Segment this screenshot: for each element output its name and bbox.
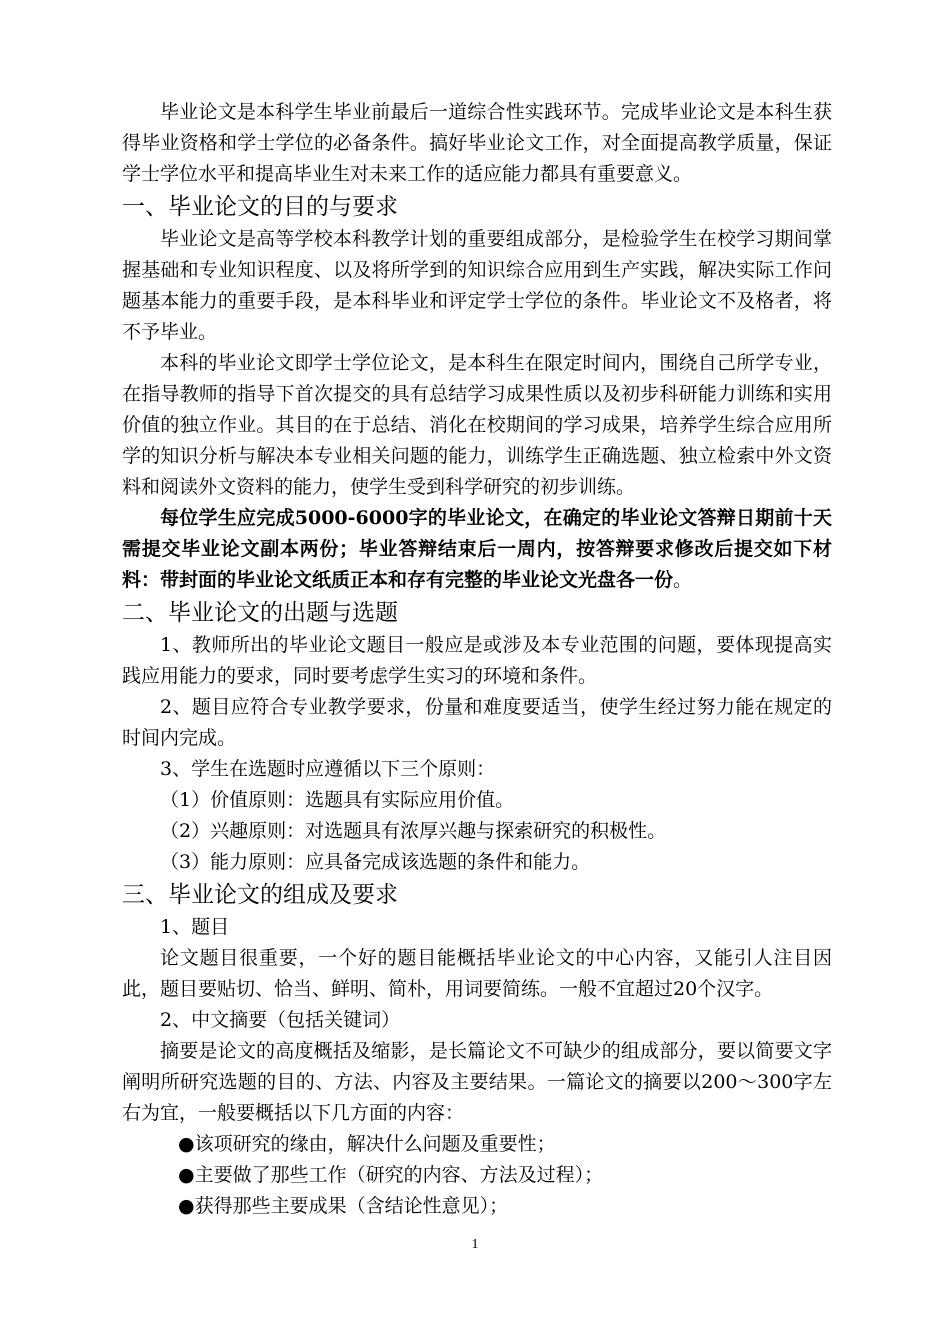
section3-paragraph-1: 论文题目很重要，一个好的题目能概括毕业论文的中心内容，又能引人注目因此，题目要贴切、恰当、鲜明、简朴，用词要简练。一般不宜超过20个汉字。 [122,947,832,1000]
section-heading-3: 三、毕业论文的组成及要求 [122,882,398,908]
principle-item-2: （2）兴趣原则：对选题具有浓厚兴趣与探索研究的积极性。 [160,820,667,842]
submission-requirements-bold: 每位学生应完成5000-6000字的毕业论文，在确定的毕业论文答辩日期前十天需提交毕业论文副本两份；毕业答辩结束后一周内，按答辩要求修改后提交如下材料：带封面的毕业论文纸质正本和存有完整的毕业论文光盘各一份 [122,507,832,591]
sentence-end: 。 [673,569,693,591]
page-number: 1 [471,1237,479,1252]
subsection-title-1: 1、题目 [160,916,230,938]
section1-paragraph-3 [122,503,832,596]
section2-paragraph-3: 3、学生在选题时应遵循以下三个原则： [160,758,496,780]
section2-paragraph-2: 2、题目应符合专业教学要求，份量和难度要适当，使学生经过努力能在规定的时间内完成。 [122,696,832,749]
bullet-item-1: ●该项研究的缘由，解决什么问题及重要性； [178,1133,556,1155]
section-heading-1: 一、毕业论文的目的与要求 [122,194,398,220]
intro-paragraph: 毕业论文是本科学生毕业前最后一道综合性实践环节。完成毕业论文是本科生获得毕业资格和学士学位的必备条件。搞好毕业论文工作，对全面提高教学质量，保证学士学位水平和提高毕业生对未来工作的适应能力都具有重要意义。 [122,101,832,185]
section-heading-2: 二、毕业论文的出题与选题 [122,600,398,626]
section1-paragraph-2: 本科的毕业论文即学士学位论文，是本科生在限定时间内，围绕自己所学专业，在指导教师的指导下首次提交的具有总结学习成果性质以及初步科研能力训练和实用价值的独立作业。其目的在于总结、消化在校期间的学习成果，培养学生综合应用所学的知识分析与解决本专业相关问题的能力，训练学生正确选题、独立检索中外文资料和阅读外文资料的能力，使学生受到科学研究的初步训练。 [122,352,832,498]
principle-item-1: （1）价值原则：选题具有实际应用价值。 [160,789,515,811]
section3-paragraph-2: 摘要是论文的高度概括及缩影，是长篇论文不可缺少的组成部分，要以简要文字阐明所研究选题的目的、方法、内容及主要结果。一篇论文的摘要以200～300字左右为宜，一般要概括以下几方面的内容： [122,1040,832,1124]
bullet-item-3: ●获得那些主要成果（含结论性意见）； [178,1195,509,1217]
bullet-item-2: ●主要做了那些工作（研究的内容、方法及过程）； [178,1164,604,1186]
subsection-title-2: 2、中文摘要（包括关键词） [160,1009,401,1031]
principle-item-3: （3）能力原则：应具备完成该选题的条件和能力。 [160,851,591,873]
section2-paragraph-1: 1、教师所出的毕业论文题目一般应是或涉及本专业范围的问题，要体现提高实践应用能力的要求，同时要考虑学生实习的环境和条件。 [122,634,832,687]
document-body [122,97,832,1222]
section1-paragraph-1: 毕业论文是高等学校本科教学计划的重要组成部分，是检验学生在校学习期间掌握基础和专业知识程度、以及将所学到的知识综合应用到生产实践，解决实际工作问题基本能力的重要手段，是本科毕业和评定学士学位的条件。毕业论文不及格者，将不予毕业。 [122,228,832,343]
